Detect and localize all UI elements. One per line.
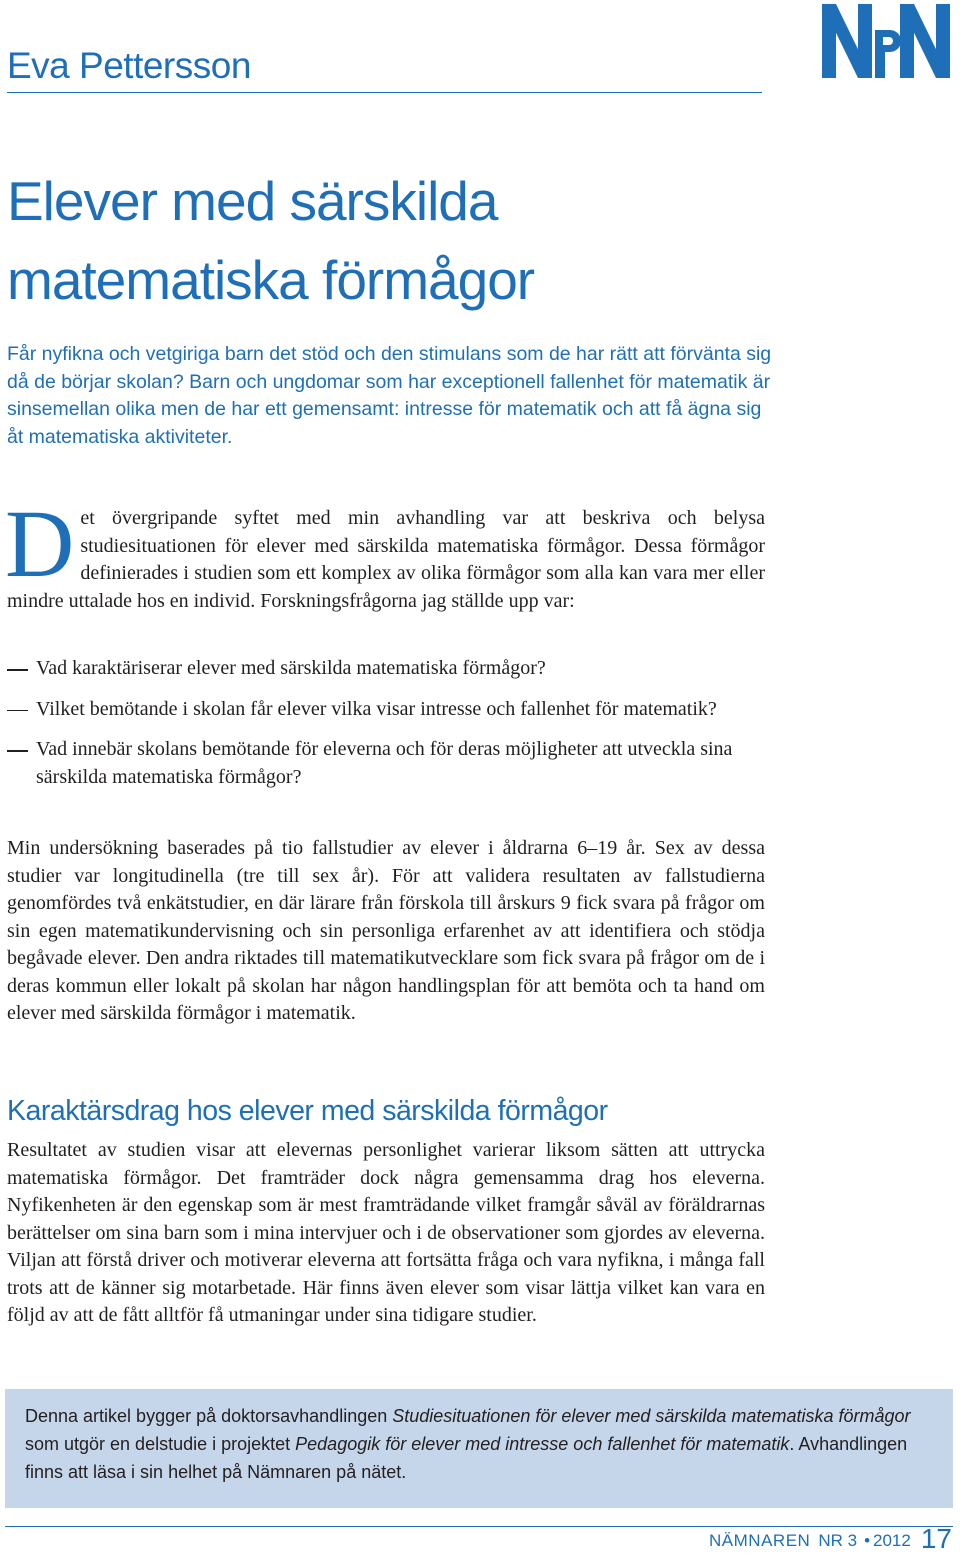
paragraph-intro-text: et övergripande syftet med min avhandling var att beskriva och belysa studiesituationen för elever med särskilda matematiska förmågor. Dessa förmågor definierades i studien som ett komplex av olika förmågor som alla kan vara mer eller mindre uttalade hos en individ. Forskningsfrågorna jag ställde upp var: (7, 507, 765, 612)
paragraph-results: Resultatet av studien visar att elevernas personlighet varierar liksom sätten att uttrycka matematiska förmågor. Det framträder dock några gemensamma drag hos eleverna. Nyfikenheten är den egenskap som är mest framträdande vilket framgår såväl av föräldrarnas berättelser om sina barn som i mina intervjuer och i de observationer som gjordes av eleverna. Viljan att förstå driver och motiverar eleverna att fortsätta fråga och vara nyfikna, i många fall trots att de känner sig motarbetade. Här finns även elever som visar lättja vilket kan vara en följd av att de fått alltför få utmaningar under sina tidigare studier. (7, 1139, 765, 1326)
footer-rule (5, 1526, 953, 1527)
research-questions (7, 655, 765, 804)
dash-bullet (7, 750, 28, 752)
npn-logo (820, 0, 952, 80)
author-name: Eva Pettersson (7, 42, 762, 93)
question-item (7, 736, 765, 791)
info-text-1: Denna artikel bygger på doktorsavhandlingen (25, 1406, 393, 1426)
drop-cap: D (5, 490, 75, 597)
question-text: Vad karaktäriserar elever med särskilda matematiska förmågor? (36, 657, 546, 679)
info-text-3: . Avhandlingen finns att läsa i sin helhet på Nämnaren på nätet. (25, 1434, 908, 1482)
issue-number: NR 3 (818, 1531, 858, 1550)
ingress: Får nyfikna och vetgiriga barn det stöd och den stimulans som de har rätt att förvänta sig då de börjar skolan? Barn och ungdomar som har exceptionell fallenhet för matematik är sinsemellan olika men de har ett gemensamt: intresse för matematik och att få ägna sig åt matematiska aktiviteter. (7, 343, 772, 448)
thesis-title: Studiesituationen för elever med särskilda matematiska förmågor (392, 1406, 911, 1426)
separator-dot: • (864, 1531, 871, 1550)
page-footer (709, 1523, 952, 1554)
article-title-line2: matematiska förmågor (7, 249, 535, 311)
question-item (7, 655, 765, 683)
info-text-2: som utgör en delstudie i projektet (25, 1434, 296, 1454)
journal-name: NÄMNAREN (709, 1531, 811, 1550)
paragraph-method: Min undersökning baserades på tio fallstudier av elever i åldrarna 6–19 år. Sex av dessa studier var longitudinella (tre till sex år). För att validera resultaten av fallstudierna genomfördes två enkätstudier, en där lärare från förskola till årskurs 9 fick svara på frågor om sin egen matematikundervisning och sin personliga erfarenhet av att identifiera och stödja begåvade elever. Den andra riktades till matematikutvecklare som fick svara på frågor om de i deras kommun eller lokalt på skolan har någon handlingsplan för att bemöta och ta hand om elever med särskilda förmågor i matematik. (7, 837, 765, 1024)
question-text: Vad innebär skolans bemötande för eleverna och för deras möjligheter att utveckla sina särskilda matematiska förmågor? (36, 738, 733, 788)
article-title-line1: Elever med särskilda (7, 170, 498, 232)
issue-year: 2012 (873, 1531, 911, 1550)
page-number: 17 (920, 1523, 952, 1554)
article-title (7, 162, 907, 320)
paragraph-intro (5, 490, 765, 615)
question-item (7, 696, 765, 724)
info-box (5, 1389, 953, 1508)
question-text: Vilket bemötande i skolan får elever vilka visar intresse och fallenhet för matematik? (36, 697, 717, 720)
dash-bullet (7, 710, 28, 712)
dash-bullet (7, 669, 28, 671)
section-heading: Karaktärsdrag hos elever med särskilda förmågor (7, 1095, 608, 1127)
project-title: Pedagogik för elever med intresse och fallenhet för matematik (295, 1434, 790, 1454)
info-box-text (25, 1402, 925, 1486)
